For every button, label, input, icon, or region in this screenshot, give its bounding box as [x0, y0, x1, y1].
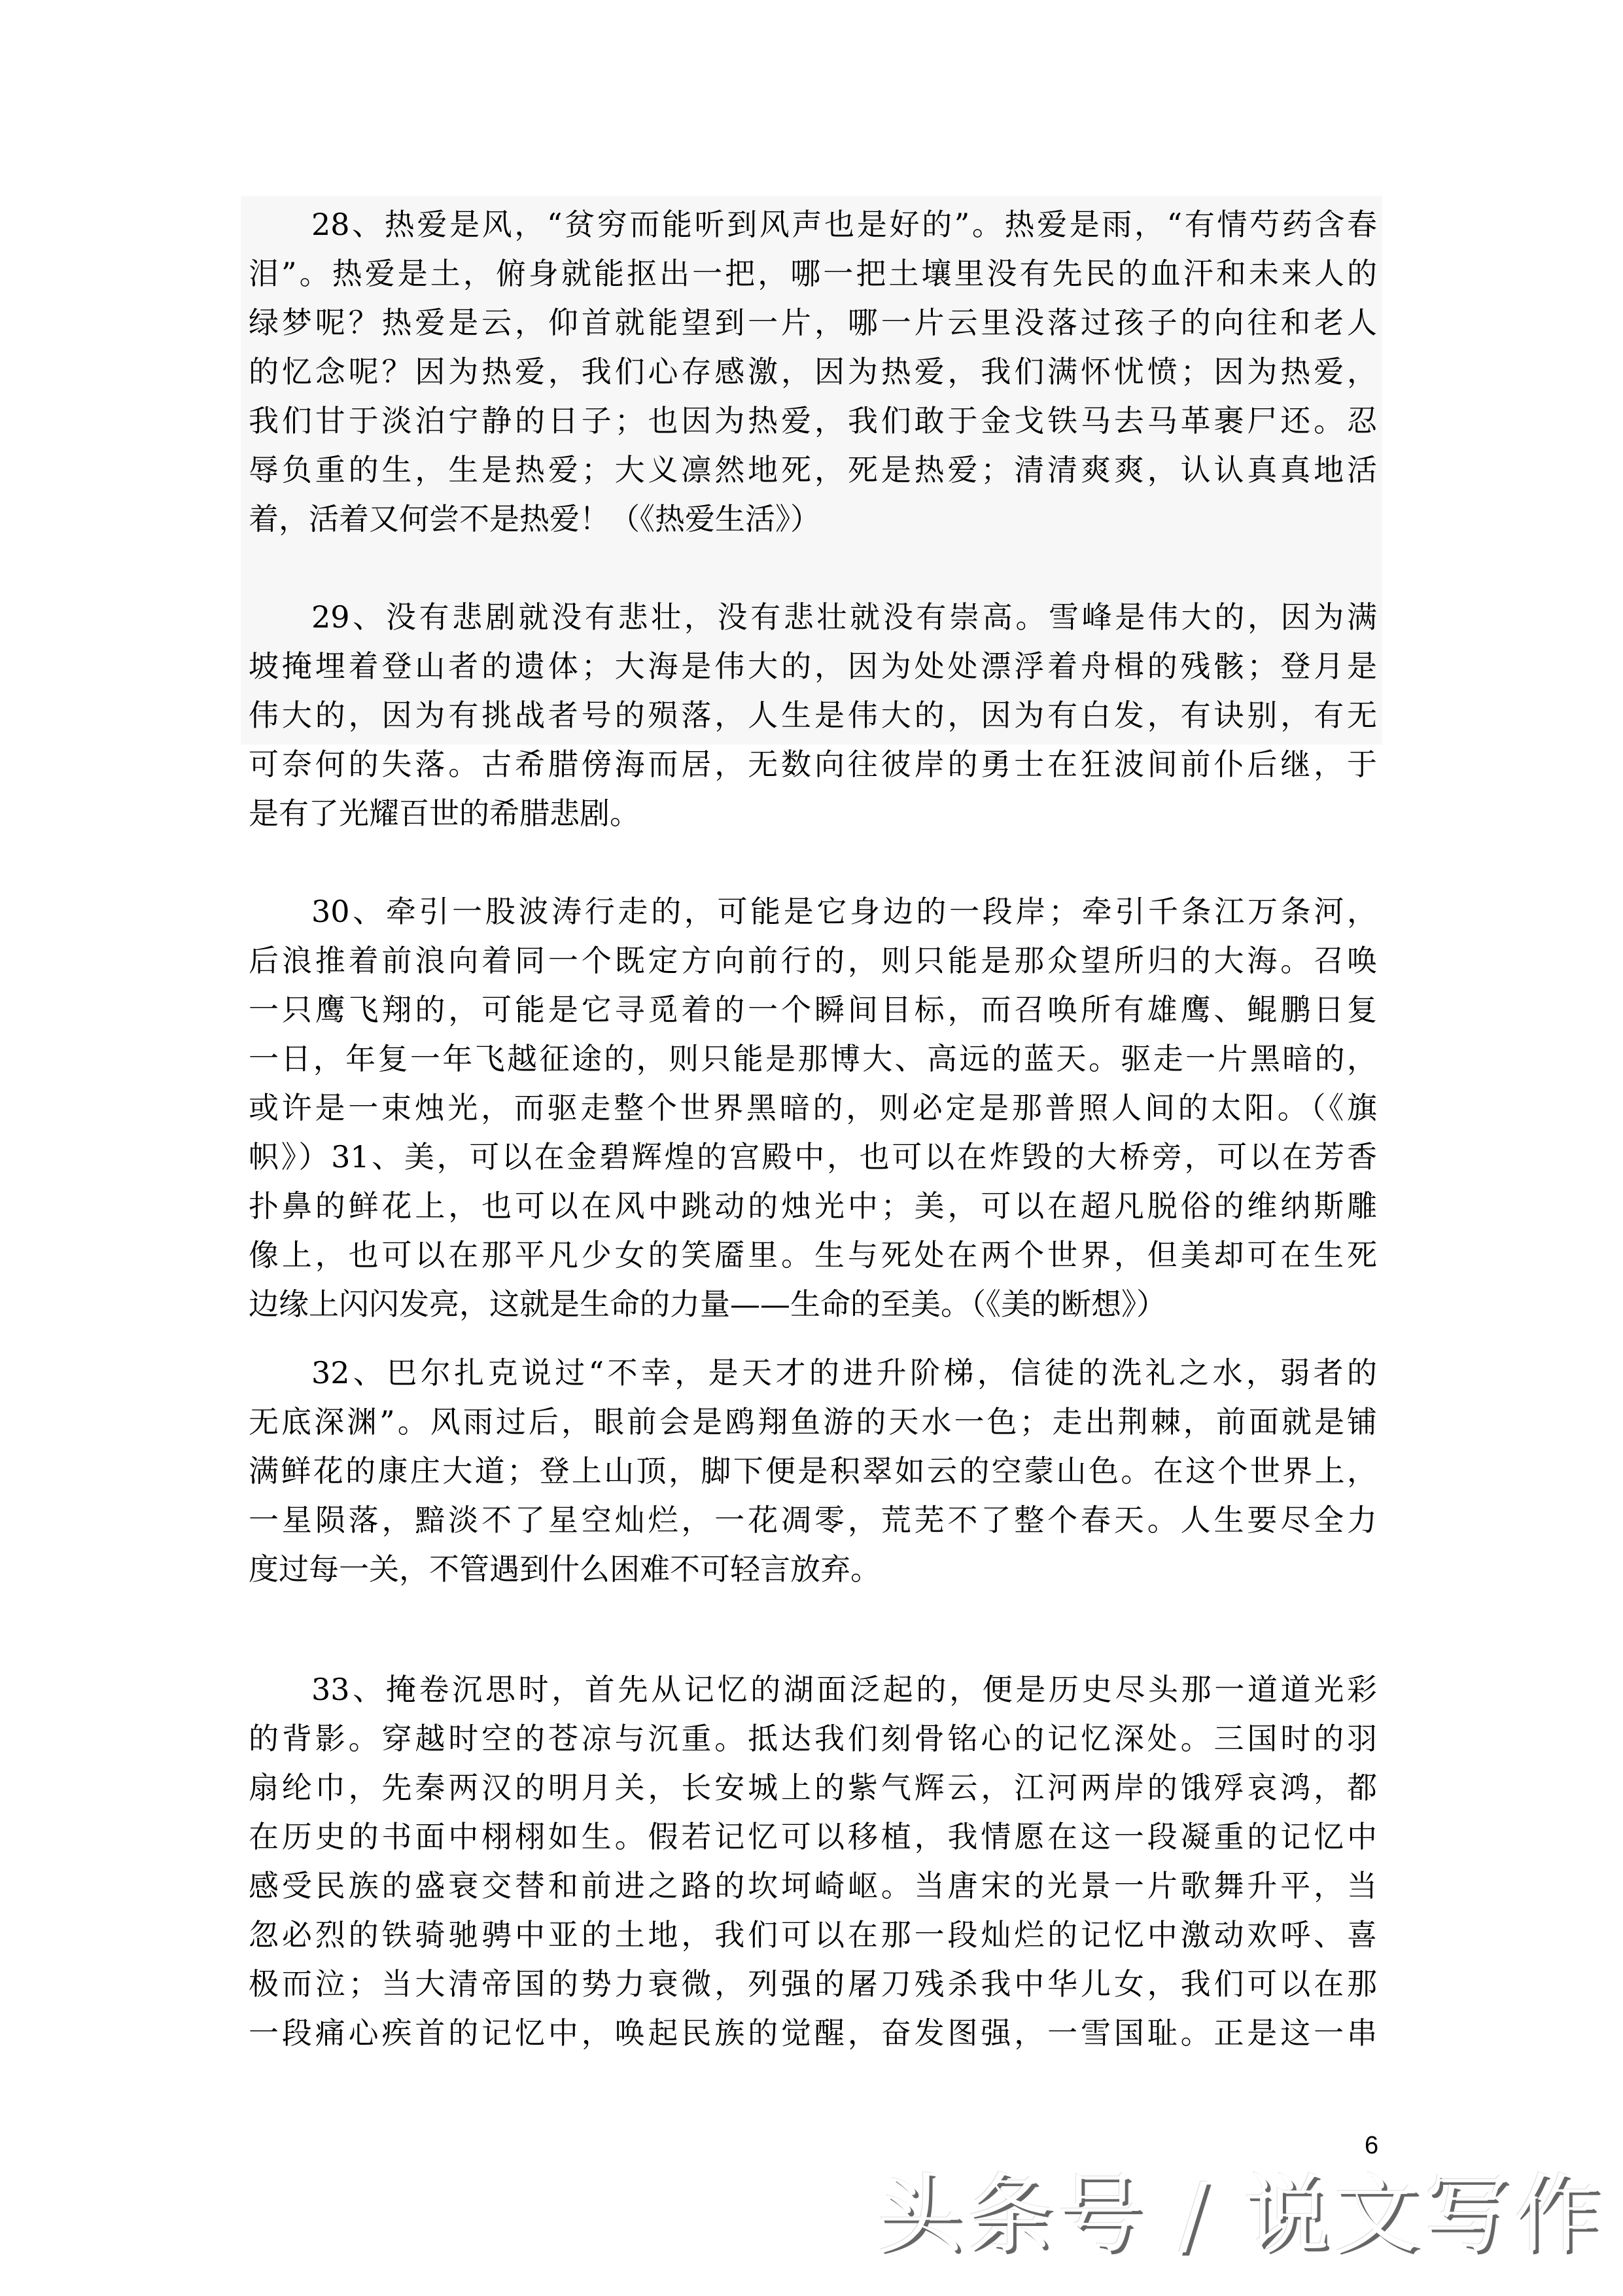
paragraph-30-line-1: 30、牵引一股波涛行走的，可能是它身边的一段岸；牵引千条江万条河，: [311, 894, 1377, 929]
paragraph-31-line-3: 像上，也可以在那平凡少女的笑靥里。生与死处在两个世界，但美却可在生死: [249, 1237, 1377, 1273]
paragraph-28-line-3: 绿梦呢？热爱是云，仰首就能望到一片，哪一片云里没落过孩子的向往和老人: [249, 305, 1377, 340]
paragraph-33-line-3: 扇纶巾，先秦两汉的明月关，长安城上的紫气辉云，江河两岸的饿殍哀鸿，都: [249, 1770, 1377, 1805]
paragraph-33-line-4: 在历史的书面中栩栩如生。假若记忆可以移植，我情愿在这一段凝重的记忆中: [249, 1819, 1377, 1854]
paragraph-28-line-2: 泪”。热爱是土，俯身就能抠出一把，哪一把土壤里没有先民的血汗和未来人的: [249, 256, 1377, 291]
paragraph-33-line-2: 的背影。穿越时空的苍凉与沉重。抵达我们刻骨铭心的记忆深处。三国时的羽: [249, 1721, 1377, 1756]
paragraph-28-line-1: 28、热爱是风，“贫穷而能听到风声也是好的”。热爱是雨，“有情芍药含春: [311, 207, 1377, 242]
paragraph-28-line-4: 的忆念呢？因为热爱，我们心存感激，因为热爱，我们满怀忧愤；因为热爱，: [249, 354, 1377, 389]
paragraph-28-line-7: 着，活着又何尝不是热爱！（《热爱生活》）: [249, 501, 820, 537]
paragraph-33-line-5: 感受民族的盛衰交替和前进之路的坎坷崎岖。当唐宋的光景一片歌舞升平，当: [249, 1868, 1377, 1903]
paragraph-31-line-4: 边缘上闪闪发亮，这就是生命的力量——生命的至美。（《美的断想》）: [249, 1286, 1166, 1322]
paragraph-32-line-3: 满鲜花的康庄大道；登上山顶，脚下便是积翠如云的空蒙山色。在这个世界上，: [249, 1453, 1377, 1489]
paragraph-29-line-1: 29、没有悲剧就没有悲壮，没有悲壮就没有崇高。雪峰是伟大的，因为满: [311, 599, 1377, 635]
paragraph-33-line-1: 33、掩卷沉思时，首先从记忆的湖面泛起的，便是历史尽头那一道道光彩: [311, 1672, 1377, 1707]
paragraph-29-line-2: 坡掩埋着登山者的遗体；大海是伟大的，因为处处漂浮着舟楫的残骸；登月是: [249, 648, 1377, 684]
watermark: 头条号 / 说文写作: [877, 2164, 1605, 2265]
paragraph-30-line-2: 后浪推着前浪向着同一个既定方向前行的，则只能是那众望所归的大海。召唤: [249, 943, 1377, 978]
paragraph-29-line-3: 伟大的，因为有挑战者号的殒落，人生是伟大的，因为有白发，有诀别，有无: [249, 698, 1377, 733]
paragraph-33-line-8: 一段痛心疾首的记忆中，唤起民族的觉醒，奋发图强，一雪国耻。正是这一串: [249, 2015, 1377, 2051]
paragraph-31-line-1: 帜》）31、美，可以在金碧辉煌的宫殿中，也可以在炸毁的大桥旁，可以在芳香: [249, 1139, 1377, 1174]
page-number: 6: [1365, 2132, 1379, 2159]
paragraph-28-line-6: 辱负重的生，生是热爱；大义凛然地死，死是热爱；清清爽爽，认认真真地活: [249, 452, 1377, 487]
paragraph-30-line-3: 一只鹰飞翔的，可能是它寻觅着的一个瞬间目标，而召唤所有雄鹰、鲲鹏日复: [249, 992, 1377, 1027]
paragraph-29-line-5: 是有了光耀百世的希腊悲剧。: [249, 796, 640, 831]
paragraph-31-line-2: 扑鼻的鲜花上，也可以在风中跳动的烛光中；美，可以在超凡脱俗的维纳斯雕: [249, 1188, 1377, 1224]
paragraph-33-line-7: 极而泣；当大清帝国的势力衰微，列强的屠刀残杀我中华儿女，我们可以在那: [249, 1966, 1377, 2002]
paragraph-32-line-1: 32、巴尔扎克说过“不幸，是天才的进升阶梯，信徒的洗礼之水，弱者的: [311, 1355, 1377, 1390]
paragraph-29-line-4: 可奈何的失落。古希腊傍海而居，无数向往彼岸的勇士在狂波间前仆后继，于: [249, 747, 1377, 782]
paragraph-30-line-5: 或许是一束烛光，而驱走整个世界黑暗的，则必定是那普照人间的太阳。（《旗: [249, 1090, 1377, 1125]
paragraph-30-line-4: 一日，年复一年飞越征途的，则只能是那博大、高远的蓝天。驱走一片黑暗的，: [249, 1041, 1377, 1076]
paragraph-33-line-6: 忽必烈的铁骑驰骋中亚的土地，我们可以在那一段灿烂的记忆中激动欢呼、喜: [249, 1917, 1377, 1952]
paragraph-32-line-2: 无底深渊”。风雨过后，眼前会是鸥翔鱼游的天水一色；走出荆棘，前面就是铺: [249, 1404, 1377, 1439]
paragraph-32-line-4: 一星陨落，黯淡不了星空灿烂，一花凋零，荒芜不了整个春天。人生要尽全力: [249, 1502, 1377, 1538]
paragraph-32-line-5: 度过每一关，不管遇到什么困难不可轻言放弃。: [249, 1551, 881, 1587]
paragraph-28-line-5: 我们甘于淡泊宁静的日子；也因为热爱，我们敢于金戈铁马去马革裹尸还。忍: [249, 403, 1377, 438]
